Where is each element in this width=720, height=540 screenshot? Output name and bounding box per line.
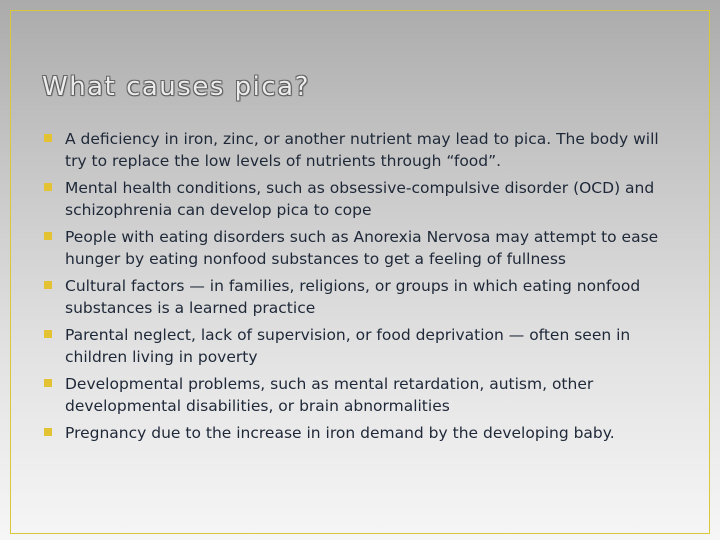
bullet-square-icon: [44, 428, 52, 436]
bullet-text: Pregnancy due to the increase in iron demand by the developing baby.: [65, 424, 615, 442]
bullet-text: Mental health conditions, such as obsessive-compulsive disorder (OCD) and schizophrenia can develop pica to cope: [65, 179, 655, 219]
bullet-square-icon: [44, 232, 52, 240]
bullet-square-icon: [44, 183, 52, 191]
bullet-text: People with eating disorders such as Anorexia Nervosa may attempt to ease hunger by eating nonfood substances to get a feeling of fullness: [65, 228, 659, 268]
bullet-item: [44, 226, 684, 270]
bullet-square-icon: [44, 134, 52, 142]
bullet-list: [44, 128, 684, 449]
bullet-text: Parental neglect, lack of supervision, or food deprivation — often seen in children living in poverty: [65, 326, 631, 366]
bullet-square-icon: [44, 281, 52, 289]
bullet-text: A deficiency in iron, zinc, or another nutrient may lead to pica. The body will try to replace the low levels of nutrients through “food”.: [65, 130, 659, 170]
bullet-square-icon: [44, 379, 52, 387]
bullet-item: [44, 275, 684, 319]
slide-title: What causes pica?: [42, 72, 310, 102]
bullet-item: [44, 422, 684, 444]
bullet-item: [44, 177, 684, 221]
bullet-square-icon: [44, 330, 52, 338]
bullet-text: Cultural factors — in families, religions, or groups in which eating nonfood substances is a learned practice: [65, 277, 641, 317]
bullet-item: [44, 373, 684, 417]
bullet-item: [44, 128, 684, 172]
bullet-text: Developmental problems, such as mental retardation, autism, other developmental disabilities, or brain abnormalities: [65, 375, 594, 415]
bullet-item: [44, 324, 684, 368]
